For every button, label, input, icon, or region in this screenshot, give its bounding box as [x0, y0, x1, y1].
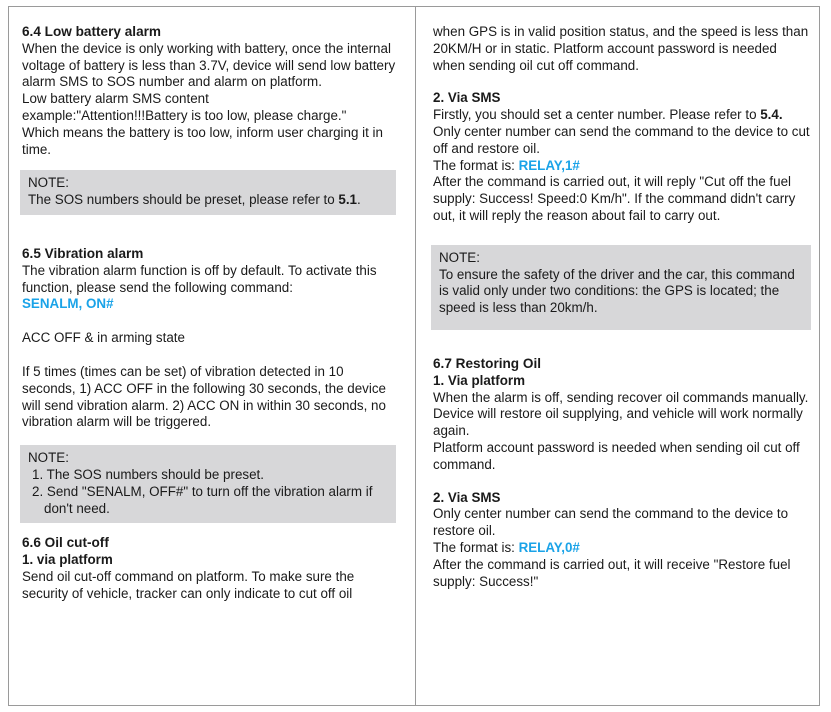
section-6-4-para4: Which means the battery is too low, inform user charging it in time.	[22, 124, 383, 157]
note-box-safety	[431, 245, 811, 330]
command-relay-0: RELAY,0#	[518, 539, 580, 555]
section-6-7-para2: Platform account password is needed when sending oil cut off command.	[433, 439, 800, 472]
via-sms-line2: Only center number can send the command to the device to cut off and restore oil.	[433, 123, 810, 156]
left-column	[22, 24, 396, 603]
section-6-4-para2: Low battery alarm SMS content	[22, 91, 209, 107]
note-ref: 5.1	[338, 192, 358, 208]
right-column	[433, 24, 811, 590]
via-sms-line1	[433, 107, 811, 124]
note-text-end: .	[357, 192, 361, 208]
section-6-5-para2: ACC OFF & in arming state	[22, 330, 185, 346]
note-text	[28, 192, 388, 209]
command-senalm-on: SENALM, ON#	[22, 296, 114, 312]
via-sms-ref: 5.4.	[760, 107, 783, 123]
note-box-vibration	[20, 445, 396, 523]
format-line-restore	[433, 540, 811, 557]
section-6-6-sub1: 1. via platform	[22, 552, 113, 568]
note-item: 2. Send "SENALM, OFF#" to turn off the vibration alarm if don't need.	[32, 483, 373, 516]
section-6-6-para1: Send oil cut-off command on platform. To make sure the security of vehicle, tracker can only indicate to cut off oil	[22, 568, 355, 601]
section-6-7-para3: Only center number can send the command to the device to restore oil.	[433, 506, 789, 539]
note-item: 1. The SOS numbers should be preset.	[32, 466, 264, 482]
column-divider	[415, 6, 416, 706]
section-6-5-title: 6.5 Vibration alarm	[22, 245, 144, 261]
note-text-body: The SOS numbers should be preset, please refer to	[28, 192, 339, 208]
note-label: NOTE:	[439, 249, 480, 265]
format-line-cutoff	[433, 158, 811, 175]
section-6-4-para3: example:"Attention!!!Battery is too low, please charge."	[22, 107, 347, 123]
format-label: The format is:	[433, 539, 519, 555]
format-label: The format is:	[433, 157, 519, 173]
section-6-7-sub2: 2. Via SMS	[433, 489, 501, 505]
note-label: NOTE:	[28, 175, 69, 191]
note-box-battery	[20, 170, 396, 215]
via-sms-line1-text: Firstly, you should set a center number. Please refer to	[433, 107, 761, 123]
section-6-7-para4: After the command is carried out, it will receive "Restore fuel supply: Success!"	[433, 556, 791, 589]
section-6-5-para3: If 5 times (times can be set) of vibration detected in 10 seconds, 1) ACC OFF in the following 30 seconds, the device will send vibration alarm. 2) ACC ON in within 30 seconds, no vibration alarm will be triggered.	[22, 363, 386, 430]
section-6-5-para1: The vibration alarm function is off by default. To activate this function, please send the following command:	[22, 262, 377, 295]
section-6-4-para1: When the device is only working with battery, once the internal voltage of battery is less than 3.7V, device will send low battery alarm SMS to SOS number and alarm on platform.	[22, 40, 396, 90]
note-label: NOTE:	[28, 450, 69, 466]
section-6-7-sub1: 1. Via platform	[433, 372, 526, 388]
via-sms-heading: 2. Via SMS	[433, 90, 501, 106]
section-6-7-para1: When the alarm is off, sending recover oil commands manually. Device will restore oil supplying, and vehicle will work normally again.	[433, 389, 809, 439]
note-list	[28, 467, 388, 517]
note-text: To ensure the safety of the driver and the car, this command is valid only under two conditions: the GPS is located; the speed is less than 20km/h.	[439, 266, 795, 316]
oil-cutoff-continued: when GPS is in valid position status, and the speed is less than 20KM/H or in static. Platform account password is needed when sending oil cut off command.	[433, 24, 809, 73]
command-relay-1: RELAY,1#	[518, 157, 580, 173]
via-sms-para: After the command is carried out, it will reply "Cut off the fuel supply: Success! Speed:0 Km/h". If the command didn't carry out, it will reply the reason about fail to carry out.	[433, 174, 796, 223]
section-6-4-title: 6.4 Low battery alarm	[22, 24, 162, 39]
section-6-7-title: 6.7 Restoring Oil	[433, 355, 542, 371]
section-6-6-title: 6.6 Oil cut-off	[22, 535, 109, 551]
